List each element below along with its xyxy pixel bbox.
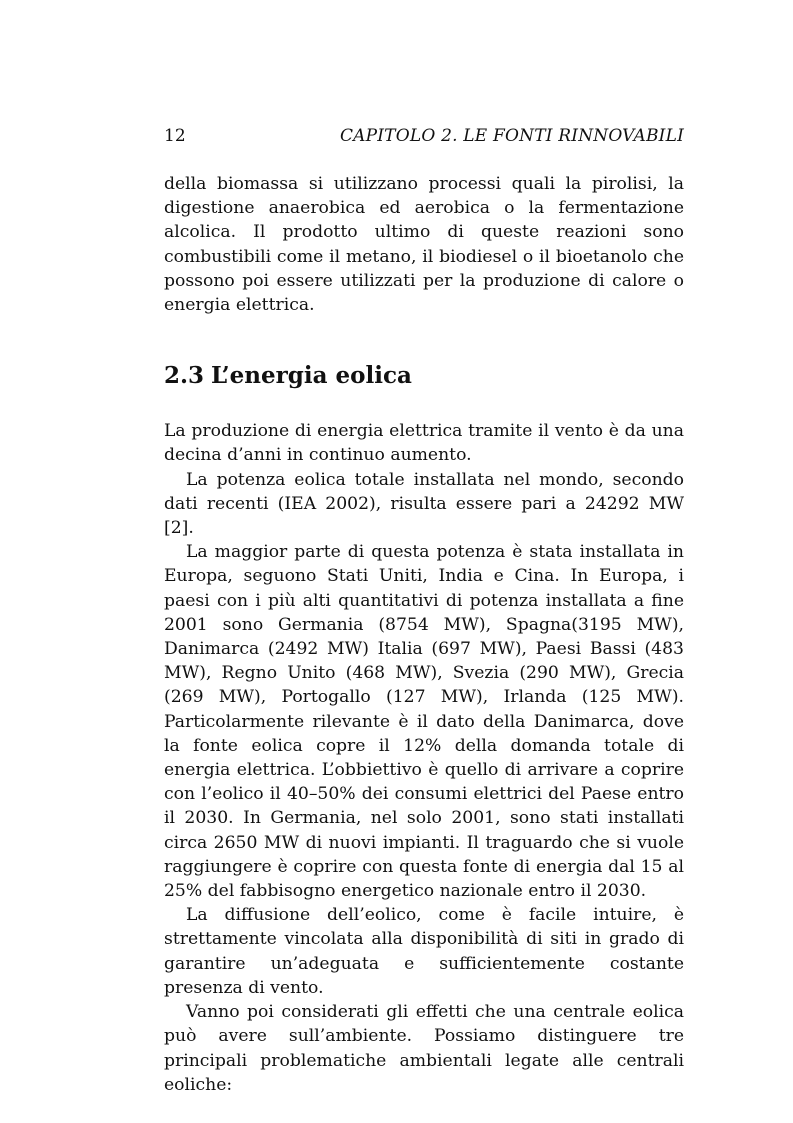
section-heading	[164, 361, 684, 391]
section-number: 2.3	[164, 362, 205, 390]
running-header	[164, 126, 684, 152]
paragraph: Vanno poi considerati gli effetti che una centrale eolica può avere sull’ambiente. Possiamo distinguere tre principali problematiche ambientali legate alle centrali eoliche:	[164, 1002, 684, 1095]
paragraph: La maggior parte di questa potenza è stata installata in Europa, seguono Stati Uniti, India e Cina. In Europa, i paesi con i più alti quantitativi di potenza installata a fine 2001 sono Germania (8754 MW), Spagna(3195 MW), Danimarca (2492 MW) Italia (697 MW), Paesi Bassi (483 MW), Regno Unito (468 MW), Svezia (290 MW), Grecia (269 MW), Portogallo (127 MW), Irlanda (125 MW). Particolarmente rilevante è il dato della Danimarca, dove la fonte eolica copre il 12% della domanda totale di energia elettrica. L’obbiettivo è quello di arrivare a coprire con l’eolico il 40–50% dei consumi elettrici del Paese entro il 2030. In Germania, nel solo 2001, sono stati installati circa 2650 MW di nuovi impianti. Il traguardo che si vuole raggiungere è coprire con questa fonte di energia dal 15 al 25% del fabbisogno energetico nazionale entro il 2030.	[164, 542, 684, 902]
paragraph: La diffusione dell’eolico, come è facile intuire, è strettamente vincolata alla disponibilità di siti in grado di garantire un’adeguata e sufficientemente costante presenza di vento.	[164, 905, 684, 998]
paragraph: La produzione di energia elettrica tramite il vento è da una decina d’anni in continuo aumento.	[164, 421, 684, 466]
page-number: 12	[164, 126, 186, 146]
body-text	[164, 172, 684, 1097]
chapter-title: CAPITOLO 2. LE FONTI RINNOVABILI	[339, 126, 684, 146]
paragraph-continued: della biomassa si utilizzano processi quali la pirolisi, la digestione anaerobica ed aerobica o la fermentazione alcolica. Il prodotto ultimo di queste reazioni sono combustibili come il metano, il biodiesel o il bioetanolo che possono poi essere utilizzati per la produzione di calore o energia elettrica.	[164, 174, 684, 316]
section-title: L’energia eolica	[211, 362, 412, 390]
document-page	[164, 126, 684, 1097]
paragraph: La potenza eolica totale installata nel mondo, secondo dati recenti (IEA 2002), risulta essere pari a 24292 MW [2].	[164, 469, 684, 539]
